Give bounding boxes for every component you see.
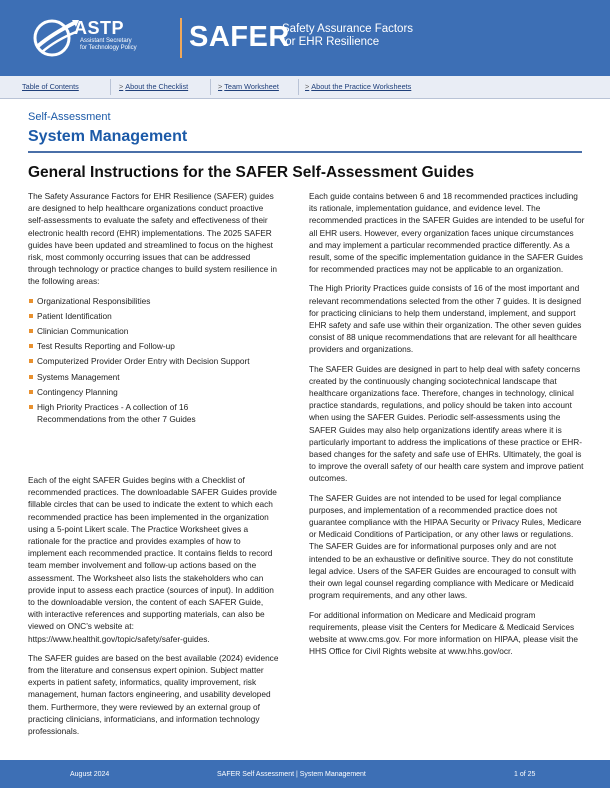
legal-paragraph: The SAFER Guides are not intended to be used for legal compliance purposes, and implementation of a recommended practice does not guarantee compliance with the HIPAA Security or Privacy Rules, Medicare or Medicaid Conditions of Participation, or any other laws or regulations. The SAFER Guides are for informational purposes only and are not intended to be an exhaustive or definitive source. They do not constitute legal advice. Users of the SAFER Guides are encouraged to consult with their own legal counsel regarding compliance with Medicare or Medicaid program requirements, and any other laws. — [309, 492, 582, 601]
nav-separator — [210, 79, 211, 95]
footer-page-number: 1 of 25 — [514, 771, 536, 778]
nav-separator — [110, 79, 111, 95]
areas-list — [28, 295, 280, 426]
right-column — [309, 190, 585, 664]
topic-title: System Management — [28, 128, 188, 145]
sociotechnical-paragraph: The SAFER Guides are designed in part to help deal with safety concerns created by the continuously changing sociotechnical landscape that healthcare organizations face. Therefore, changes in technology, clinical practice standards, regulations, and policy should be taken into account when using the SAFER Guides. Periodic self-assessments using the SAFER Guides may also help organizations identify areas where it is particularly important to address the implications of these practice or EHR-based changes for the safety and safe use of EHRs. Ultimately, the goal is to improve the overall safety of our health care system and improve patient outcomes. — [309, 363, 584, 484]
list-item: Systems Management — [28, 371, 280, 383]
additional-info-paragraph: For additional information on Medicare and Medicaid program requirements, please visit the Centers for Medicare & Medicaid Services website at www.cms.gov. For more information on HIPAA, please visit the HHS Office for Civil Rights website at www.hhs.gov/ocr. — [309, 609, 578, 657]
list-item: Contingency Planning — [28, 386, 280, 398]
list-item: Computerized Provider Order Entry with Decision Support — [28, 355, 280, 367]
nav-link-about-practice-worksheets[interactable]: > About the Practice Worksheets — [305, 82, 412, 91]
nav-separator — [298, 79, 299, 95]
astp-subtitle-1: Assistant Secretary — [80, 38, 132, 44]
header-divider — [180, 18, 182, 58]
section-label: Self-Assessment — [28, 111, 111, 123]
safer-subtitle-line2: for EHR Resilience — [282, 36, 380, 48]
page-footer — [0, 760, 610, 788]
nav-bar — [0, 76, 610, 99]
nav-link-team-worksheet[interactable]: > Team Worksheet — [218, 82, 279, 91]
list-item: Test Results Reporting and Follow-up — [28, 340, 280, 352]
heading-rule — [28, 151, 582, 153]
nav-link-table-of-contents[interactable]: Table of Contents — [22, 82, 79, 91]
astp-name: ASTP — [74, 18, 125, 38]
high-priority-paragraph: The High Priority Practices guide consists of 16 of the most important and relevant recommendations selected from the other 7 guides. It is designed for practicing clinicians to help them understand, implement, and support EHR safety and safe use within their organization. The other seven guides consist of 88 unique recommendations that are relevant for all healthcare providers and organizations. — [309, 283, 582, 355]
list-item: Clinician Communication — [28, 325, 280, 337]
left-column-lower — [28, 474, 280, 744]
page-header — [0, 0, 610, 76]
intro-paragraph: The Safety Assurance Factors for EHR Resilience (SAFER) guides are designed to help healthcare organizations conduct proactive self-assessments to evaluate the safety and effectiveness of their electronic health record (EHR) implementations. The 2025 SAFER guides have been updated and streamlined to focus on the highest risk, most commonly occurring issues that can be addressed through technology or practice changes to build system resilience in the following areas: — [28, 191, 278, 287]
safer-subtitle-line1: Safety Assurance Factors — [282, 23, 414, 35]
guide-contents-paragraph: Each guide contains between 6 and 18 recommended practices including its rationale, implementation guidance, and evidence level. The recommended practices in the SAFER Guides are intended to be useful for all EHR users. However, every organization faces unique circumstances and may implement a particular recommended practice differently. As a result, some of the specific implementation guidance in the SAFER Guides for recommended practices may not be applicable to an organization. — [309, 191, 585, 275]
evidence-paragraph: The SAFER guides are based on the best available (2024) evidence from the literature and consensus expert opinion. Subject matter experts in patient safety, informatics, quality improvement, risk management, human factors engineering, and usability developed them. Furthermore, they were reviewed by an external group of practicing clinicians, informaticians, and information technology professionals. — [28, 652, 279, 737]
list-item: High Priority Practices - A collection of 16 Recommendations from the other 7 Guides — [28, 401, 212, 425]
list-item: Patient Identification — [28, 310, 280, 322]
page-title: General Instructions for the SAFER Self-Assessment Guides — [28, 164, 475, 181]
safer-subtitle — [282, 23, 413, 49]
safer-title: SAFER — [189, 21, 290, 53]
nav-link-about-checklist[interactable]: > About the Checklist — [119, 82, 189, 91]
left-column — [28, 190, 280, 428]
astp-subtitle-2: for Technology Policy — [80, 45, 137, 51]
footer-title: SAFER Self Assessment | System Management — [217, 771, 366, 778]
astp-logo-icon — [32, 16, 80, 60]
list-item: Organizational Responsibilities — [28, 295, 280, 307]
checklist-paragraph: Each of the eight SAFER Guides begins with a Checklist of recommended practices. The downloadable SAFER Guides provide fillable circles that can be used to indicate the extent to which each recommended practice has been implemented in the organization using a 5-point Likert scale. The Practice Worksheet gives a rationale for the practice and provides examples of how to implement each recommended practice. It contains fields to record team member involvement and follow-up actions based on the assessment. The Worksheet also lists the stakeholders who can provide input to assess each practice (sources of input). In addition to the downloadable version, the content of each SAFER Guide, with interactive references and supporting materials, can also be viewed on ONC’s website at: https://www.healthit.gov/topic/safety/safer-guides. — [28, 475, 277, 644]
astp-wordmark — [74, 18, 137, 52]
footer-date: August 2024 — [70, 771, 110, 778]
